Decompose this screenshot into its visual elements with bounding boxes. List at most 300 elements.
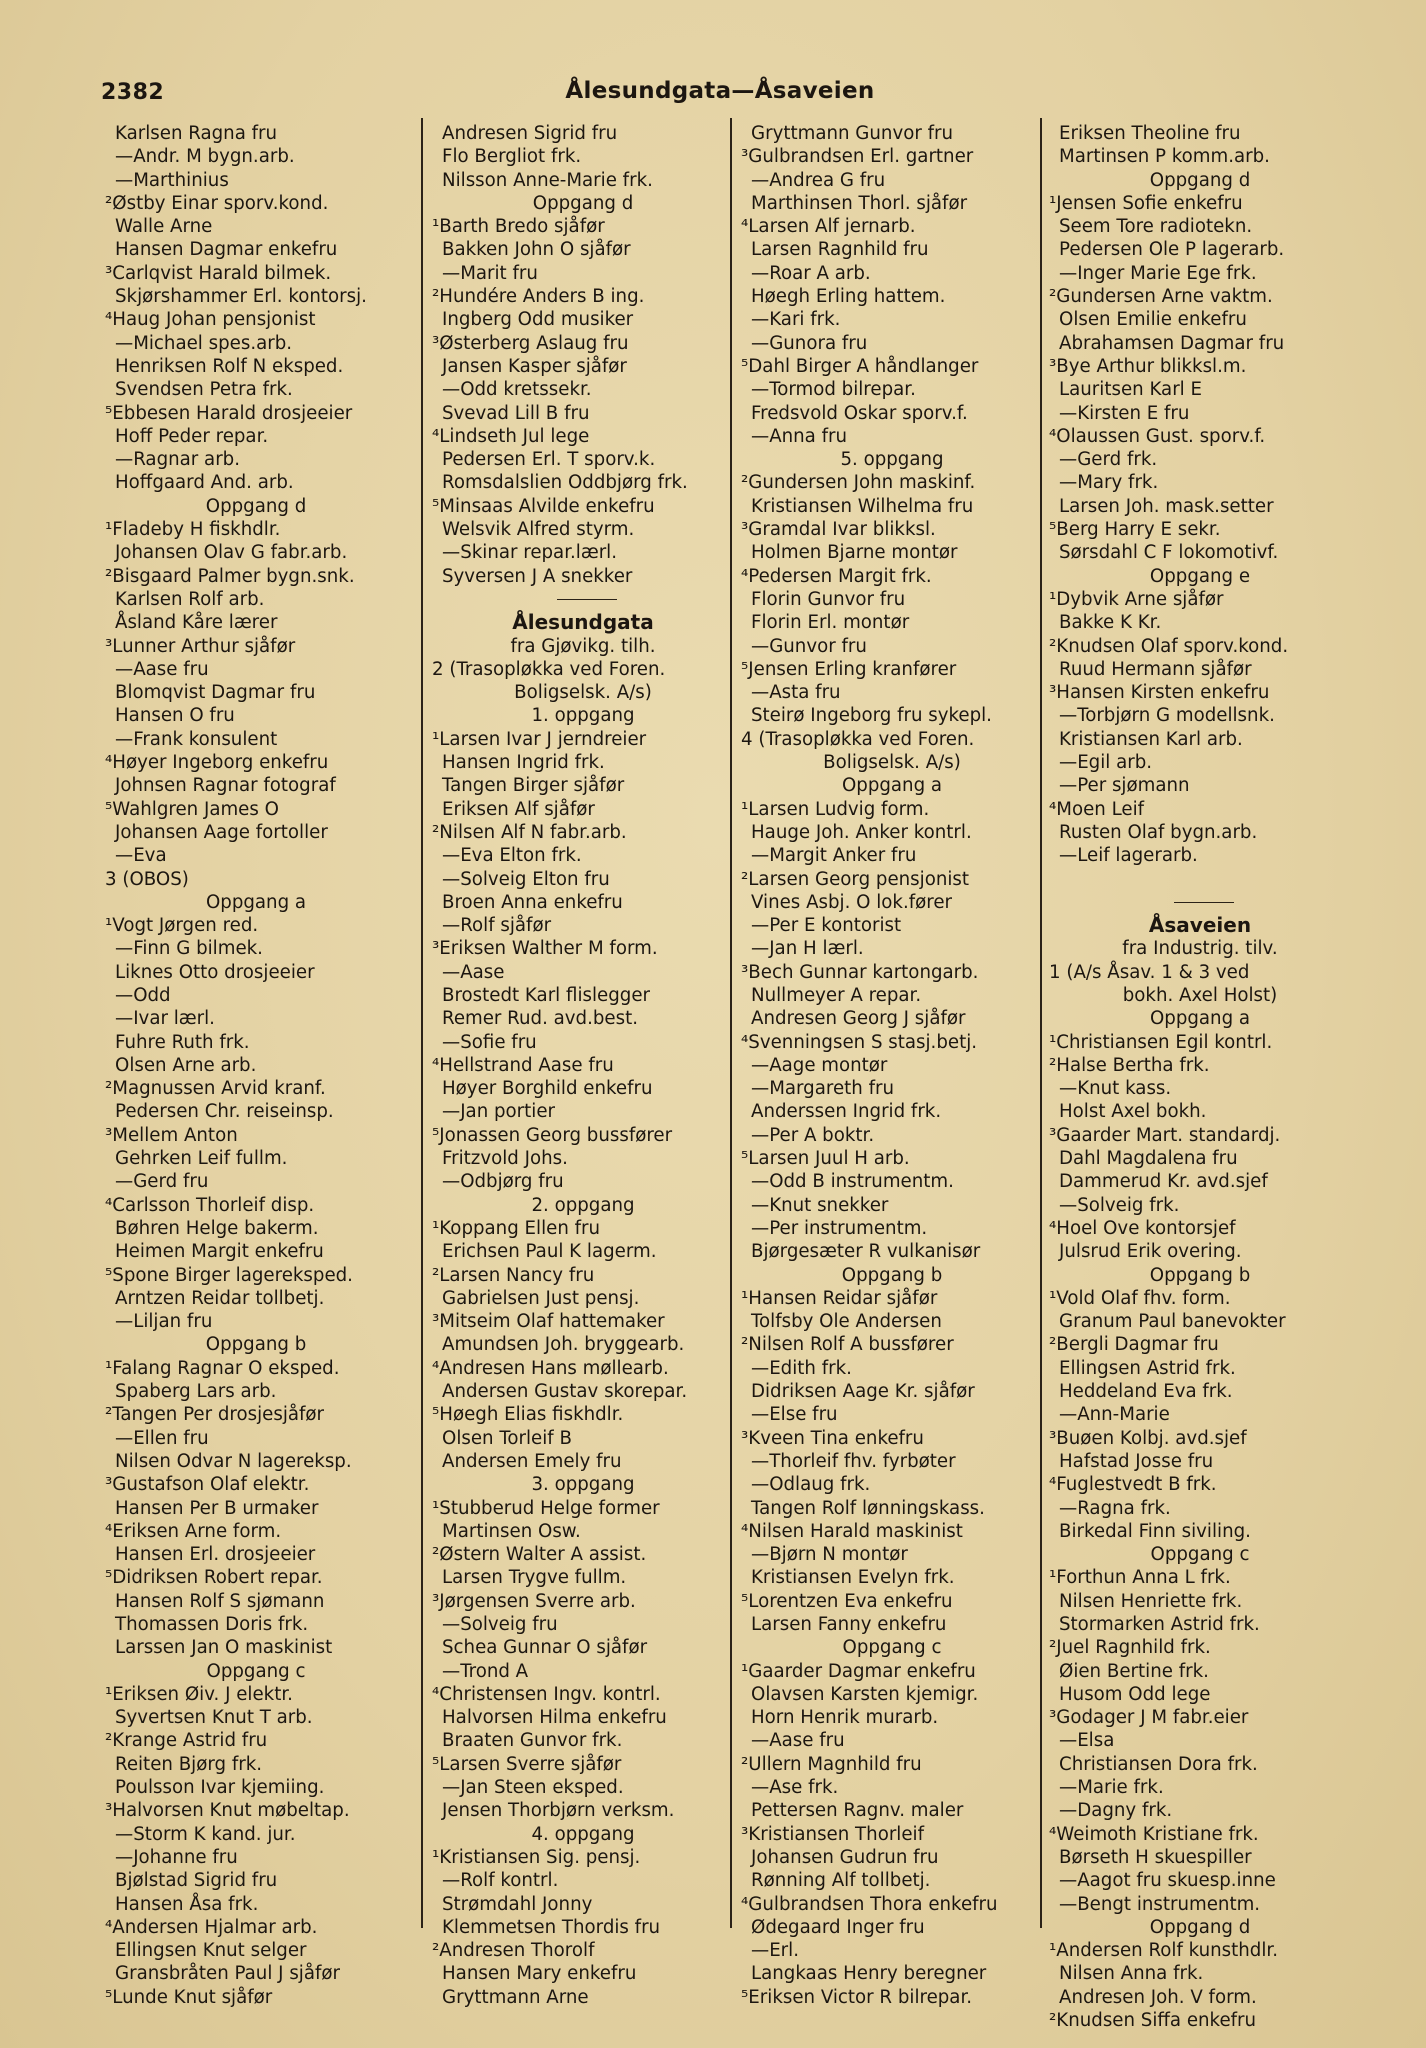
directory-entry: ²Ullern Magnhild fru: [741, 1753, 922, 1775]
directory-entry: —Gerd fru: [115, 1171, 209, 1193]
directory-entry: Nilsen Odvar N lagereksp.: [115, 1450, 352, 1472]
directory-entry: ⁴Eriksen Arne form.: [105, 1520, 282, 1542]
directory-entry: ²Østern Walter A assist.: [432, 1544, 647, 1566]
directory-entry: Kristiansen Karl arb.: [1059, 728, 1243, 750]
directory-entry: ⁵Didriksen Robert repar.: [105, 1567, 323, 1589]
directory-entry: Horn Henrik murarb.: [751, 1707, 939, 1729]
directory-entry: Braaten Gunvor frk.: [442, 1730, 623, 1752]
directory-entry: —Finn G bilmek.: [115, 938, 263, 960]
directory-entry: Bjølstad Sigrid fru: [115, 1870, 278, 1892]
directory-entry: Johansen Aage fortoller: [115, 821, 328, 843]
directory-entry: —Ivar lærl.: [115, 1008, 215, 1030]
directory-entry: —Ragna frk.: [1059, 1497, 1171, 1519]
directory-entry: —Bengt instrumentm.: [1059, 1893, 1261, 1915]
directory-entry: —Per A boktr.: [751, 1124, 875, 1146]
directory-entry: ¹Jensen Sofie enkefru: [1049, 192, 1243, 214]
subheading: fra Industrig. tilv.: [1122, 938, 1278, 960]
directory-entry: ³Bye Arthur blikksl.m.: [1049, 355, 1247, 377]
directory-entry: ¹Christiansen Egil kontrl.: [1049, 1031, 1273, 1053]
directory-entry: Karlsen Rolf arb.: [115, 588, 265, 610]
directory-entry: —Rolf sjåfør: [442, 915, 552, 937]
directory-entry: Svendsen Petra frk.: [115, 379, 293, 401]
directory-entry: Andresen Joh. V form.: [1059, 1986, 1257, 2008]
directory-entry: —Sofie fru: [442, 1031, 537, 1053]
subheading: Oppgang e: [1149, 565, 1251, 587]
directory-entry: —Eva: [115, 845, 167, 867]
directory-entry: Thomassen Doris frk.: [115, 1614, 309, 1635]
directory-entry: Fritzvold Johs.: [442, 1148, 568, 1170]
subheading: Oppgang c: [1150, 1544, 1250, 1566]
directory-entry: —Knut kass.: [1059, 1078, 1172, 1100]
directory-entry: —Frank konsulent: [115, 728, 278, 750]
directory-entry: ⁴Pedersen Margit frk.: [741, 565, 932, 587]
directory-entry: —Elsa: [1059, 1730, 1115, 1752]
directory-entry: —Liljan fru: [115, 1311, 213, 1333]
directory-entry: Blomqvist Dagmar fru: [115, 682, 316, 704]
directory-entry: Hansen Per B urmaker: [115, 1497, 319, 1519]
directory-column-4: [1049, 122, 1369, 2032]
spacer: [1049, 868, 1369, 891]
directory-entry: Remer Rud. avd.best.: [442, 1008, 638, 1030]
directory-entry: Høegh Erling hattem.: [751, 286, 946, 308]
directory-entry: ²Gundersen John maskinf.: [741, 472, 976, 494]
directory-entry: Heddeland Eva frk.: [1059, 1381, 1233, 1403]
directory-entry: Tangen Rolf lønningskass.: [751, 1497, 985, 1519]
section-rule: [1049, 891, 1369, 914]
directory-entry: Lauritsen Karl E: [1059, 379, 1202, 401]
directory-entry: ³Gramdal Ivar blikksl.: [741, 519, 936, 541]
directory-entry: ³Carlqvist Harald bilmek.: [105, 262, 332, 284]
directory-entry: —Aase: [442, 961, 505, 983]
directory-entry: Larsen Trygve fullm.: [442, 1567, 627, 1589]
directory-entry: Brostedt Karl flislegger: [442, 984, 650, 1006]
directory-entry: ²Knudsen Siffa enkefru: [1049, 2010, 1257, 2032]
directory-entry: Florin Erl. montør: [751, 612, 910, 634]
subheading: 4. oppgang: [531, 1823, 635, 1845]
directory-entry: ⁵Berg Harry E sekr.: [1049, 519, 1221, 541]
directory-entry: —Skinar repar.lærl.: [442, 542, 618, 564]
directory-entry: ²Nilsen Rolf A bussfører: [741, 1334, 954, 1356]
directory-entry: ⁴Moen Leif: [1049, 798, 1145, 820]
directory-entry: Hafstad Josse fru: [1059, 1450, 1214, 1472]
directory-entry: Halvorsen Hilma enkefru: [442, 1707, 667, 1729]
directory-entry: Amundsen Joh. bryggearb.: [442, 1334, 685, 1356]
directory-entry: Ellingsen Astrid frk.: [1059, 1357, 1236, 1379]
directory-entry: Arntzen Reidar tollbetj.: [115, 1287, 325, 1309]
directory-entry: Olsen Arne arb.: [115, 1054, 257, 1076]
directory-entry: —Inger Marie Ege frk.: [1059, 262, 1257, 284]
directory-entry: ²Magnussen Arvid kranf.: [105, 1078, 326, 1100]
directory-entry: ²Tangen Per drosjesjåfør: [105, 1404, 325, 1426]
directory-entry: ³Eriksen Walther M form.: [432, 938, 658, 960]
directory-entry: ⁵Høegh Elias fiskhdlr.: [432, 1404, 624, 1426]
directory-entry: ⁵Wahlgren James O: [105, 798, 279, 820]
directory-entry: Gryttmann Gunvor fru: [751, 123, 953, 144]
directory-entry: ¹Koppang Ellen fru: [432, 1217, 601, 1239]
directory-entry: Tangen Birger sjåfør: [442, 775, 625, 797]
directory-entry: ⁴Fuglestvedt B frk.: [1049, 1474, 1217, 1496]
directory-entry: Bakken John O sjåfør: [442, 239, 631, 261]
directory-entry: —Gunvor fru: [751, 635, 867, 657]
directory-column-1: [105, 122, 425, 2009]
subheading: Oppgang d: [532, 192, 634, 214]
directory-entry: ¹Larsen Ludvig form.: [741, 798, 930, 820]
directory-entry: Andresen Georg J sjåfør: [751, 1008, 966, 1030]
directory-entry: ⁵Spone Birger lagereksped.: [105, 1264, 353, 1286]
directory-entry: —Michael spes.arb.: [115, 332, 293, 354]
directory-entry: —Eva Elton frk.: [442, 845, 582, 867]
directory-entry: Bjørgesæter R vulkanisør: [751, 1241, 981, 1263]
directory-entry: Christiansen Dora frk.: [1059, 1753, 1258, 1775]
directory-entry: —Marie frk.: [1059, 1777, 1164, 1799]
directory-entry: Olsen Torleif B: [442, 1427, 572, 1449]
directory-entry: ²Nilsen Alf N fabr.arb.: [432, 821, 627, 843]
directory-entry: Martinsen Osw.: [442, 1520, 581, 1542]
directory-column-3: [741, 122, 1061, 2009]
directory-entry: —Aase fru: [751, 1730, 845, 1752]
directory-entry: ⁴Hoel Ove kontorsjef: [1049, 1217, 1236, 1239]
directory-entry: Sørsdahl C F lokomotivf.: [1059, 542, 1279, 564]
directory-entry: —Johanne fru: [115, 1846, 238, 1868]
directory-entry: Klemmetsen Thordis fru: [442, 1916, 661, 1938]
directory-entry: ⁴Andresen Hans møllearb.: [432, 1357, 669, 1379]
directory-entry: —Bjørn N montør: [751, 1544, 908, 1566]
directory-entry: —Dagny frk.: [1059, 1800, 1173, 1822]
directory-entry: ⁴Weimoth Kristiane frk.: [1049, 1823, 1259, 1845]
directory-entry: —Andrea G fru: [751, 169, 886, 191]
directory-entry: Gehrken Leif fullm.: [115, 1148, 288, 1170]
directory-entry: Kristiansen Evelyn frk.: [751, 1567, 955, 1589]
directory-entry: Hansen Åsa frk.: [115, 1893, 259, 1915]
directory-entry: ²Østby Einar sporv.kond.: [105, 192, 329, 214]
directory-entry: Hansen O fru: [115, 705, 235, 727]
directory-entry: ¹Hansen Reidar sjåfør: [741, 1287, 938, 1309]
directory-entry: Andresen Sigrid fru: [442, 123, 618, 144]
directory-entry: ²Gundersen Arne vaktm.: [1049, 286, 1273, 308]
directory-entry: Reiten Bjørg frk.: [115, 1753, 263, 1775]
directory-entry: Hansen Dagmar enkefru: [115, 239, 338, 261]
directory-entry: —Anna fru: [751, 425, 848, 447]
directory-entry: —Solveig fru: [442, 1614, 558, 1635]
subheading: 5. oppgang: [840, 449, 944, 471]
directory-entry: ¹Fladeby H fiskhdlr.: [105, 519, 281, 541]
directory-entry: ¹Forthun Anna L frk.: [1049, 1567, 1231, 1589]
directory-entry: ⁴Carlsson Thorleif disp.: [105, 1194, 315, 1216]
directory-entry: —Margit Anker fru: [751, 845, 917, 867]
directory-entry: ³Buøen Kolbj. avd.sjef: [1049, 1427, 1247, 1449]
directory-entry: ⁵Dahl Birger A håndlanger: [741, 355, 979, 377]
directory-entry: Didriksen Aage Kr. sjåfør: [751, 1381, 975, 1403]
directory-entry: Syversen J A snekker: [442, 565, 633, 587]
directory-entry: ²Larsen Nancy fru: [432, 1264, 595, 1286]
directory-entry: Nilsen Henriette frk.: [1059, 1590, 1243, 1612]
directory-entry: ⁴Haug Johan pensjonist: [105, 309, 316, 331]
directory-entry: —Per instrumentm.: [751, 1217, 928, 1239]
directory-entry: Schea Gunnar O sjåfør: [442, 1637, 648, 1659]
directory-entry: Jansen Kasper sjåfør: [442, 355, 627, 377]
directory-entry: Ruud Hermann sjåfør: [1059, 658, 1252, 680]
directory-entry: —Andr. M bygn.arb.: [115, 146, 295, 168]
directory-entry: Liknes Otto drosjeeier: [115, 961, 315, 983]
subheading: Oppgang a: [1149, 1008, 1251, 1030]
directory-entry: Gransbråten Paul J sjåfør: [115, 1963, 340, 1985]
directory-entry: —Rolf kontrl.: [442, 1870, 559, 1892]
directory-entry: Svevad Lill B fru: [442, 402, 590, 424]
directory-entry: —Solveig frk.: [1059, 1194, 1180, 1216]
directory-entry: Eriksen Alf sjåfør: [442, 798, 595, 820]
page-number: 2382: [101, 80, 165, 105]
directory-entry: ²Halse Bertha frk.: [1049, 1054, 1210, 1076]
directory-entry: Tolfsby Ole Andersen: [751, 1311, 942, 1333]
section-rule: [432, 588, 752, 611]
directory-entry: —Roar A arb.: [751, 262, 871, 284]
directory-entry: —Leif lagerarb.: [1059, 845, 1198, 867]
directory-entry: ⁵Ebbesen Harald drosjeeier: [105, 402, 353, 424]
directory-entry: —Torbjørn G modellsnk.: [1059, 705, 1275, 727]
directory-entry: Ødegaard Inger fru: [751, 1916, 925, 1938]
directory-entry: —Odlaug frk.: [751, 1474, 871, 1496]
directory-entry: ¹Vogt Jørgen red.: [105, 915, 259, 937]
directory-entry: —Odd kretssekr.: [442, 379, 592, 401]
directory-entry: Spaberg Lars arb.: [115, 1381, 277, 1403]
directory-entry: Bakke K Kr.: [1059, 612, 1162, 634]
directory-entry: Rønning Alf tollbetj.: [751, 1870, 931, 1892]
directory-entry: ⁴Gulbrandsen Thora enkefru: [741, 1893, 998, 1915]
directory-entry: Johansen Olav G fabr.arb.: [115, 542, 348, 564]
subheading: Boligselsk. A/s): [514, 682, 652, 704]
directory-entry: —Odd B instrumentm.: [751, 1171, 954, 1193]
subheading: Boligselsk. A/s): [823, 752, 961, 774]
directory-entry: ³Jørgensen Sverre arb.: [432, 1590, 636, 1612]
directory-entry: —Asta fru: [751, 682, 841, 704]
directory-entry: Flo Bergliot frk.: [442, 146, 582, 168]
directory-entry: —Jan Steen eksped.: [442, 1777, 624, 1799]
directory-entry: Langkaas Henry beregner: [751, 1963, 987, 1985]
directory-entry: Gabrielsen Just pensj.: [442, 1287, 640, 1309]
directory-entry: Julsrud Erik overing.: [1059, 1241, 1242, 1263]
directory-entry: Hansen Ingrid frk.: [442, 752, 605, 774]
directory-entry: Welsvik Alfred styrm.: [442, 519, 635, 541]
directory-entry: Pedersen Chr. reiseinsp.: [115, 1101, 334, 1123]
directory-entry: 1 (A/s Åsav. 1 & 3 ved: [1049, 961, 1250, 983]
directory-entry: Heimen Margit enkefru: [115, 1241, 324, 1263]
directory-entry: ³Hansen Kirsten enkefru: [1049, 682, 1270, 704]
directory-entry: Skjørshammer Erl. kontorsj.: [115, 286, 367, 308]
directory-entry: 3 (OBOS): [105, 868, 189, 890]
directory-entry: Larssen Jan O maskinist: [115, 1637, 333, 1659]
directory-entry: Husom Odd lege: [1059, 1683, 1211, 1705]
directory-entry: Broen Anna enkefru: [442, 891, 623, 913]
directory-entry: Florin Gunvor fru: [751, 588, 906, 610]
directory-entry: ¹Andersen Rolf kunsthdlr.: [1049, 1940, 1278, 1962]
directory-entry: Romsdalslien Oddbjørg frk.: [442, 472, 688, 494]
directory-entry: Erichsen Paul K lagerm.: [442, 1241, 657, 1263]
directory-entry: ²Juel Ragnhild frk.: [1049, 1637, 1211, 1659]
subheading: Oppgang a: [205, 891, 307, 913]
subheading: 3. oppgang: [531, 1474, 635, 1496]
directory-entry: —Else fru: [751, 1404, 838, 1426]
directory-entry: —Marthinius: [115, 169, 229, 191]
directory-entry: ⁵Jonassen Georg bussfører: [432, 1124, 673, 1146]
directory-entry: Walle Arne: [115, 216, 213, 238]
directory-entry: —Margareth fru: [751, 1078, 894, 1100]
subheading: Oppgang a: [841, 775, 943, 797]
directory-entry: ³Godager J M fabr.eier: [1049, 1707, 1249, 1729]
directory-entry: ⁴Nilsen Harald maskinist: [741, 1520, 963, 1542]
directory-entry: Johansen Gudrun fru: [751, 1846, 939, 1868]
street-heading: Ålesundgata: [512, 610, 654, 635]
directory-entry: ⁵Lorentzen Eva enkefru: [741, 1590, 953, 1612]
directory-entry: ²Knudsen Olaf sporv.kond.: [1049, 635, 1289, 657]
directory-entry: Andersen Emely fru: [442, 1450, 622, 1472]
directory-entry: Olavsen Karsten kjemigr.: [751, 1683, 979, 1705]
directory-entry: ¹Stubberud Helge former: [432, 1497, 660, 1519]
directory-entry: Rusten Olaf bygn.arb.: [1059, 821, 1258, 843]
directory-entry: —Per E kontorist: [751, 915, 902, 937]
directory-entry: Marthinsen Thorl. sjåfør: [751, 192, 968, 214]
directory-entry: ³Lunner Arthur sjåfør: [105, 635, 296, 657]
directory-entry: —Egil arb.: [1059, 752, 1153, 774]
directory-entry: ¹Barth Bredo sjåfør: [432, 216, 605, 238]
directory-entry: —Aagot fru skuesp.inne: [1059, 1870, 1276, 1892]
subheading: Oppgang c: [842, 1637, 942, 1659]
directory-entry: Jensen Thorbjørn verksm.: [442, 1800, 675, 1822]
directory-entry: —Kari frk.: [751, 309, 841, 331]
directory-entry: Dahl Magdalena fru: [1059, 1148, 1238, 1170]
directory-entry: ¹Eriksen Øiv. J elektr.: [105, 1683, 293, 1705]
directory-entry: Olsen Emilie enkefru: [1059, 309, 1247, 331]
directory-entry: ³Gulbrandsen Erl. gartner: [741, 146, 974, 168]
directory-entry: ³Østerberg Aslaug fru: [432, 332, 629, 354]
directory-entry: Kristiansen Wilhelma fru: [751, 495, 974, 517]
directory-entry: —Trond A: [442, 1660, 529, 1682]
directory-entry: Hansen Mary enkefru: [442, 1963, 637, 1985]
directory-entry: Hansen Erl. drosjeeier: [115, 1544, 316, 1566]
directory-entry: ⁴Svenningsen S stasj.betj.: [741, 1031, 978, 1053]
directory-entry: —Odd: [115, 984, 171, 1006]
directory-entry: Abrahamsen Dagmar fru: [1059, 332, 1285, 354]
directory-entry: Pedersen Ole P lagerarb.: [1059, 239, 1285, 261]
page-title: Ålesundgata—Åsaveien: [565, 78, 875, 104]
directory-entry: —Marit fru: [442, 262, 538, 284]
directory-entry: ⁵Eriksen Victor R bilrepar.: [741, 1986, 973, 2008]
directory-entry: ³Bech Gunnar kartongarb.: [741, 961, 979, 983]
directory-entry: Andersen Gustav skorepar.: [442, 1381, 688, 1403]
directory-entry: —Aage montør: [751, 1054, 888, 1076]
directory-entry: ³Mellem Anton: [105, 1124, 238, 1146]
directory-entry: —Ragnar arb.: [115, 449, 240, 471]
subheading: Oppgang b: [841, 1264, 943, 1286]
street-heading: Åsaveien: [1148, 913, 1252, 938]
directory-entry: Granum Paul banevokter: [1059, 1311, 1286, 1333]
directory-entry: Hauge Joh. Anker kontrl.: [751, 821, 972, 843]
directory-entry: —Ase frk.: [751, 1777, 839, 1799]
directory-entry: ³Halvorsen Knut møbeltap.: [105, 1800, 350, 1822]
directory-entry: —Gunora fru: [751, 332, 868, 354]
directory-entry: ¹Vold Olaf fhv. form.: [1049, 1287, 1231, 1309]
directory-entry: Larsen Fanny enkefru: [751, 1614, 947, 1635]
directory-entry: Nilsen Anna frk.: [1059, 1963, 1204, 1985]
directory-entry: ³Kveen Tina enkefru: [741, 1427, 924, 1449]
directory-entry: —Ellen fru: [115, 1427, 209, 1449]
directory-entry: 2 (Trasopløkka ved Foren.: [432, 658, 666, 680]
directory-entry: Hoff Peder repar.: [115, 425, 269, 447]
directory-entry: Gryttmann Arne: [442, 1986, 589, 2008]
directory-entry: ³Mitseim Olaf hattemaker: [432, 1311, 665, 1333]
directory-entry: Eriksen Theoline fru: [1059, 123, 1241, 144]
directory-entry: Nilsson Anne-Marie frk.: [442, 169, 653, 191]
subheading: bokh. Axel Holst): [1122, 984, 1278, 1006]
directory-entry: Poulsson Ivar kjemiing.: [115, 1777, 325, 1799]
directory-entry: Holmen Bjarne montør: [751, 542, 958, 564]
directory-entry: —Erl.: [751, 1940, 799, 1962]
directory-entry: —Storm K kand. jur.: [115, 1823, 296, 1845]
directory-entry: ²Larsen Georg pensjonist: [741, 868, 970, 890]
directory-entry: —Aase fru: [115, 658, 209, 680]
directory-entry: ¹Dybvik Arne sjåfør: [1049, 588, 1224, 610]
subheading: fra Gjøvikg. tilh.: [510, 635, 656, 657]
directory-entry: Hoffgaard And. arb.: [115, 472, 294, 494]
directory-entry: Stormarken Astrid frk.: [1059, 1614, 1260, 1635]
directory-entry: ⁵Larsen Sverre sjåfør: [432, 1753, 622, 1775]
directory-entry: Larsen Ragnhild fru: [751, 239, 929, 261]
directory-entry: Anderssen Ingrid frk.: [751, 1101, 942, 1123]
directory-entry: ⁴Olaussen Gust. sporv.f.: [1049, 425, 1266, 447]
directory-entry: ¹Kristiansen Sig. pensj.: [432, 1846, 641, 1868]
subheading: Oppgang d: [205, 495, 307, 517]
directory-entry: ⁴Christensen Ingv. kontrl.: [432, 1683, 661, 1705]
directory-entry: ³Kristiansen Thorleif: [741, 1823, 924, 1845]
directory-entry: Åsland Kåre lærer: [115, 612, 278, 634]
directory-entry: ⁵Lunde Knut sjåfør: [105, 1986, 273, 2008]
directory-entry: Pedersen Erl. T sporv.k.: [442, 449, 656, 471]
directory-entry: Larsen Joh. mask.setter: [1059, 495, 1274, 517]
directory-entry: ¹Falang Ragnar O eksped.: [105, 1357, 340, 1379]
directory-entry: —Knut snekker: [751, 1194, 889, 1216]
directory-entry: ³Gustafson Olaf elektr.: [105, 1474, 310, 1496]
subheading: Oppgang b: [205, 1334, 307, 1356]
directory-entry: Seem Tore radiotekn.: [1059, 216, 1253, 238]
directory-entry: —Tormod bilrepar.: [751, 379, 916, 401]
directory-entry: —Odbjørg fru: [442, 1171, 564, 1193]
directory-entry: ⁴Larsen Alf jernarb.: [741, 216, 916, 238]
directory-entry: —Edith frk.: [751, 1357, 852, 1379]
directory-entry: —Ann-Marie: [1059, 1404, 1170, 1426]
directory-entry: Dammerud Kr. avd.sjef: [1059, 1171, 1268, 1193]
directory-entry: ²Hundére Anders B ing.: [432, 286, 645, 308]
directory-entry: ⁵Larsen Juul H arb.: [741, 1148, 910, 1170]
directory-entry: ¹Gaarder Dagmar enkefru: [741, 1660, 976, 1682]
directory-entry: Johnsen Ragnar fotograf: [115, 775, 336, 797]
directory-entry: Martinsen P komm.arb.: [1059, 146, 1270, 168]
subheading: Oppgang c: [206, 1660, 306, 1682]
directory-column-2: [432, 122, 752, 2009]
directory-entry: Strømdahl Jonny: [442, 1893, 593, 1915]
directory-entry: Birkedal Finn siviling.: [1059, 1520, 1251, 1542]
directory-entry: Syvertsen Knut T arb.: [115, 1707, 313, 1729]
directory-entry: Pettersen Ragnv. maler: [751, 1800, 964, 1822]
directory-entry: ⁵Jensen Erling kranfører: [741, 658, 957, 680]
directory-entry: 4 (Trasopløkka ved Foren.: [741, 728, 975, 750]
directory-entry: ²Krange Astrid fru: [105, 1730, 268, 1752]
subheading: Oppgang d: [1149, 169, 1251, 191]
directory-entry: ⁵Minsaas Alvilde enkefru: [432, 495, 655, 517]
subheading: Oppgang b: [1149, 1264, 1251, 1286]
directory-entry: ²Bergli Dagmar fru: [1049, 1334, 1219, 1356]
directory-entry: Nullmeyer A repar.: [751, 984, 922, 1006]
directory-entry: Fredsvold Oskar sporv.f.: [751, 402, 968, 424]
directory-entry: Øien Bertine frk.: [1059, 1660, 1209, 1682]
